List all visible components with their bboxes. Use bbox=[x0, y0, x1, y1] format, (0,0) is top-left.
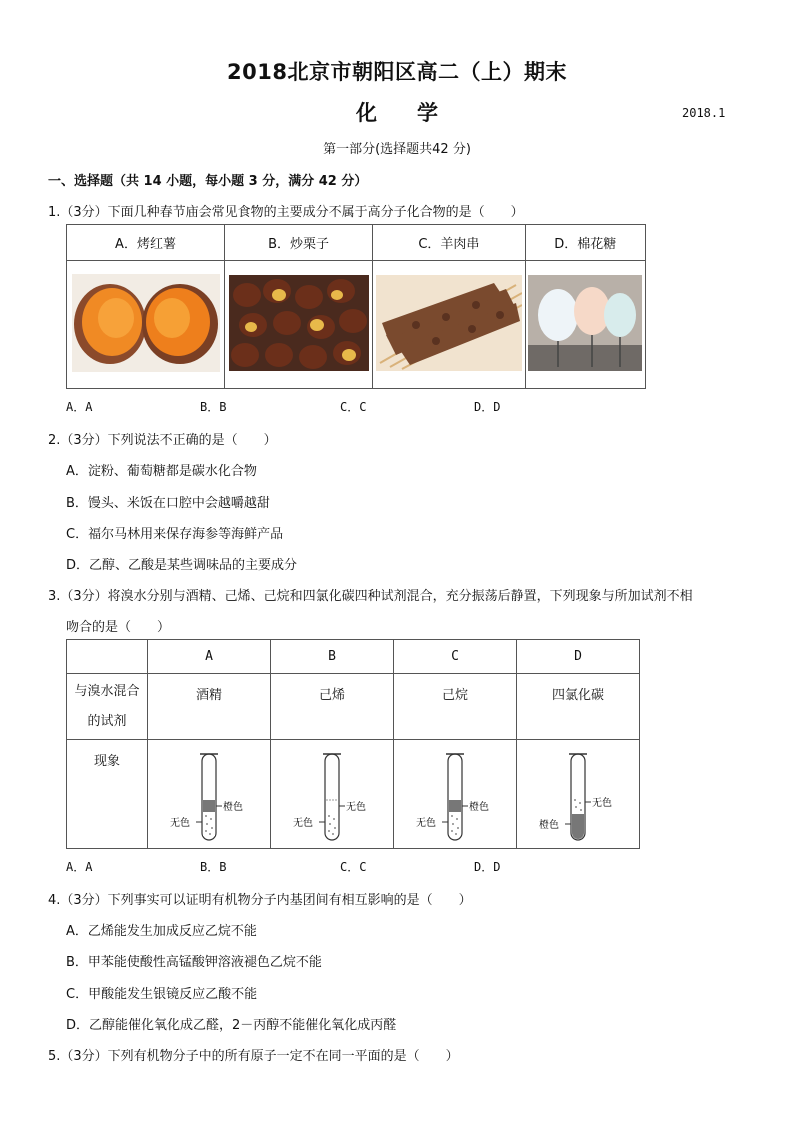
part-heading: 第一部分(选择题共42 分) bbox=[323, 142, 471, 157]
question-4-stem: 4.（3分）下列事实可以证明有机物分子内基团间有相互影响的是（ ） bbox=[48, 893, 472, 908]
tube-c-lower-label: 无色 bbox=[416, 818, 436, 829]
q3-tube-cell-a bbox=[148, 740, 271, 849]
tube-d-upper-label: 无色 bbox=[592, 798, 612, 809]
cotton-candy-image bbox=[528, 275, 642, 371]
sweet-potato-image bbox=[72, 274, 220, 372]
tube-c-upper-label: 橙色 bbox=[469, 802, 489, 813]
subject-title: 化学 bbox=[356, 101, 478, 125]
question-3-stem-line-2: 吻合的是（ ） bbox=[66, 620, 171, 635]
exam-title: 2018北京市朝阳区高二（上）期末 bbox=[227, 60, 567, 84]
q1-cell-chestnuts bbox=[225, 261, 373, 389]
q3-answer-d[interactable]: D．D bbox=[474, 860, 501, 874]
tube-b-upper-label: 无色 bbox=[346, 802, 366, 813]
q3-reagent-a: 酒精 bbox=[148, 674, 271, 740]
q4-option-d[interactable]: D．乙醇能催化氧化成乙醛，2－丙醇不能催化氧化成丙醛 bbox=[66, 1018, 397, 1033]
q3-tube-cell-d bbox=[517, 740, 640, 849]
q2-option-a[interactable]: A．淀粉、葡萄糖都是碳水化合物 bbox=[66, 464, 257, 479]
question-1-stem: 1.（3分）下面几种春节庙会常见食物的主要成分不属于高分子化合物的是（ ） bbox=[48, 205, 524, 220]
q2-option-c[interactable]: C．福尔马林用来保存海参等海鲜产品 bbox=[66, 527, 284, 542]
q1-answer-d[interactable]: D．D bbox=[474, 400, 501, 414]
q3-col-d: D bbox=[517, 640, 640, 674]
q3-col-b: B bbox=[271, 640, 394, 674]
q3-row1-label-line-1: 与溴水混合 bbox=[74, 683, 140, 699]
q3-reagent-b: 己烯 bbox=[271, 674, 394, 740]
chestnuts-image bbox=[229, 275, 369, 371]
tube-d-lower-label: 橙色 bbox=[539, 820, 559, 831]
test-tube-b bbox=[271, 740, 393, 844]
lamb-skewers-image bbox=[376, 275, 522, 371]
exam-date: 2018.1 bbox=[682, 106, 726, 120]
q3-answer-b[interactable]: B．B bbox=[200, 860, 227, 874]
q3-row1-label-line-2: 的试剂 bbox=[87, 713, 127, 729]
q1-header-a: A．烤红薯 bbox=[67, 225, 225, 261]
q3-reagent-d: 四氯化碳 bbox=[517, 674, 640, 740]
q1-cell-cotton-candy bbox=[525, 261, 645, 389]
question-2-stem: 2.（3分）下列说法不正确的是（ ） bbox=[48, 433, 277, 448]
test-tube-c bbox=[394, 740, 516, 844]
q3-corner-cell bbox=[67, 640, 148, 674]
q1-header-d: D．棉花糖 bbox=[525, 225, 645, 261]
q3-tube-cell-b bbox=[271, 740, 394, 849]
tube-a-upper-label: 橙色 bbox=[223, 802, 243, 813]
q1-answer-a[interactable]: A．A bbox=[66, 400, 93, 414]
question-5-stem: 5.（3分）下列有机物分子中的所有原子一定不在同一平面的是（ ） bbox=[48, 1049, 459, 1064]
q3-tube-cell-c bbox=[394, 740, 517, 849]
q3-reagent-c: 己烷 bbox=[394, 674, 517, 740]
q1-header-c: C．羊肉串 bbox=[373, 225, 525, 261]
q2-option-d[interactable]: D．乙醇、乙酸是某些调味品的主要成分 bbox=[66, 558, 298, 573]
section-heading: 一、选择题（共 14 小题，每小题 3 分，满分 42 分） bbox=[48, 174, 368, 189]
test-tube-d bbox=[517, 740, 639, 844]
q2-option-b[interactable]: B．馒头、米饭在口腔中会越嚼越甜 bbox=[66, 496, 270, 511]
q3-col-a: A bbox=[148, 640, 271, 674]
q3-answer-c[interactable]: C．C bbox=[340, 860, 367, 874]
q4-option-c[interactable]: C．甲酸能发生银镜反应乙酸不能 bbox=[66, 987, 258, 1002]
q4-option-b[interactable]: B．甲苯能使酸性高锰酸钾溶液褪色乙烷不能 bbox=[66, 955, 322, 970]
q3-answer-a[interactable]: A．A bbox=[66, 860, 93, 874]
q1-cell-lamb-skewers bbox=[373, 261, 525, 389]
q1-answer-c[interactable]: C．C bbox=[340, 400, 367, 414]
test-tube-a bbox=[148, 740, 270, 844]
tube-a-lower-label: 无色 bbox=[170, 818, 190, 829]
q3-row1-label bbox=[67, 674, 148, 740]
tube-b-lower-label: 无色 bbox=[293, 818, 313, 829]
q1-cell-sweet-potato bbox=[67, 261, 225, 389]
q3-col-c: C bbox=[394, 640, 517, 674]
q3-row2-label: 现象 bbox=[67, 740, 148, 849]
question-3-table bbox=[66, 639, 640, 849]
question-3-stem-line-1: 3.（3分）将溴水分别与酒精、己烯、己烷和四氯化碳四种试剂混合，充分振荡后静置，下列现象与所加试剂不相 bbox=[48, 589, 693, 604]
q1-answer-b[interactable]: B．B bbox=[200, 400, 227, 414]
q1-header-b: B．炒栗子 bbox=[225, 225, 373, 261]
question-1-table bbox=[66, 224, 646, 389]
q4-option-a[interactable]: A．乙烯能发生加成反应乙烷不能 bbox=[66, 924, 257, 939]
